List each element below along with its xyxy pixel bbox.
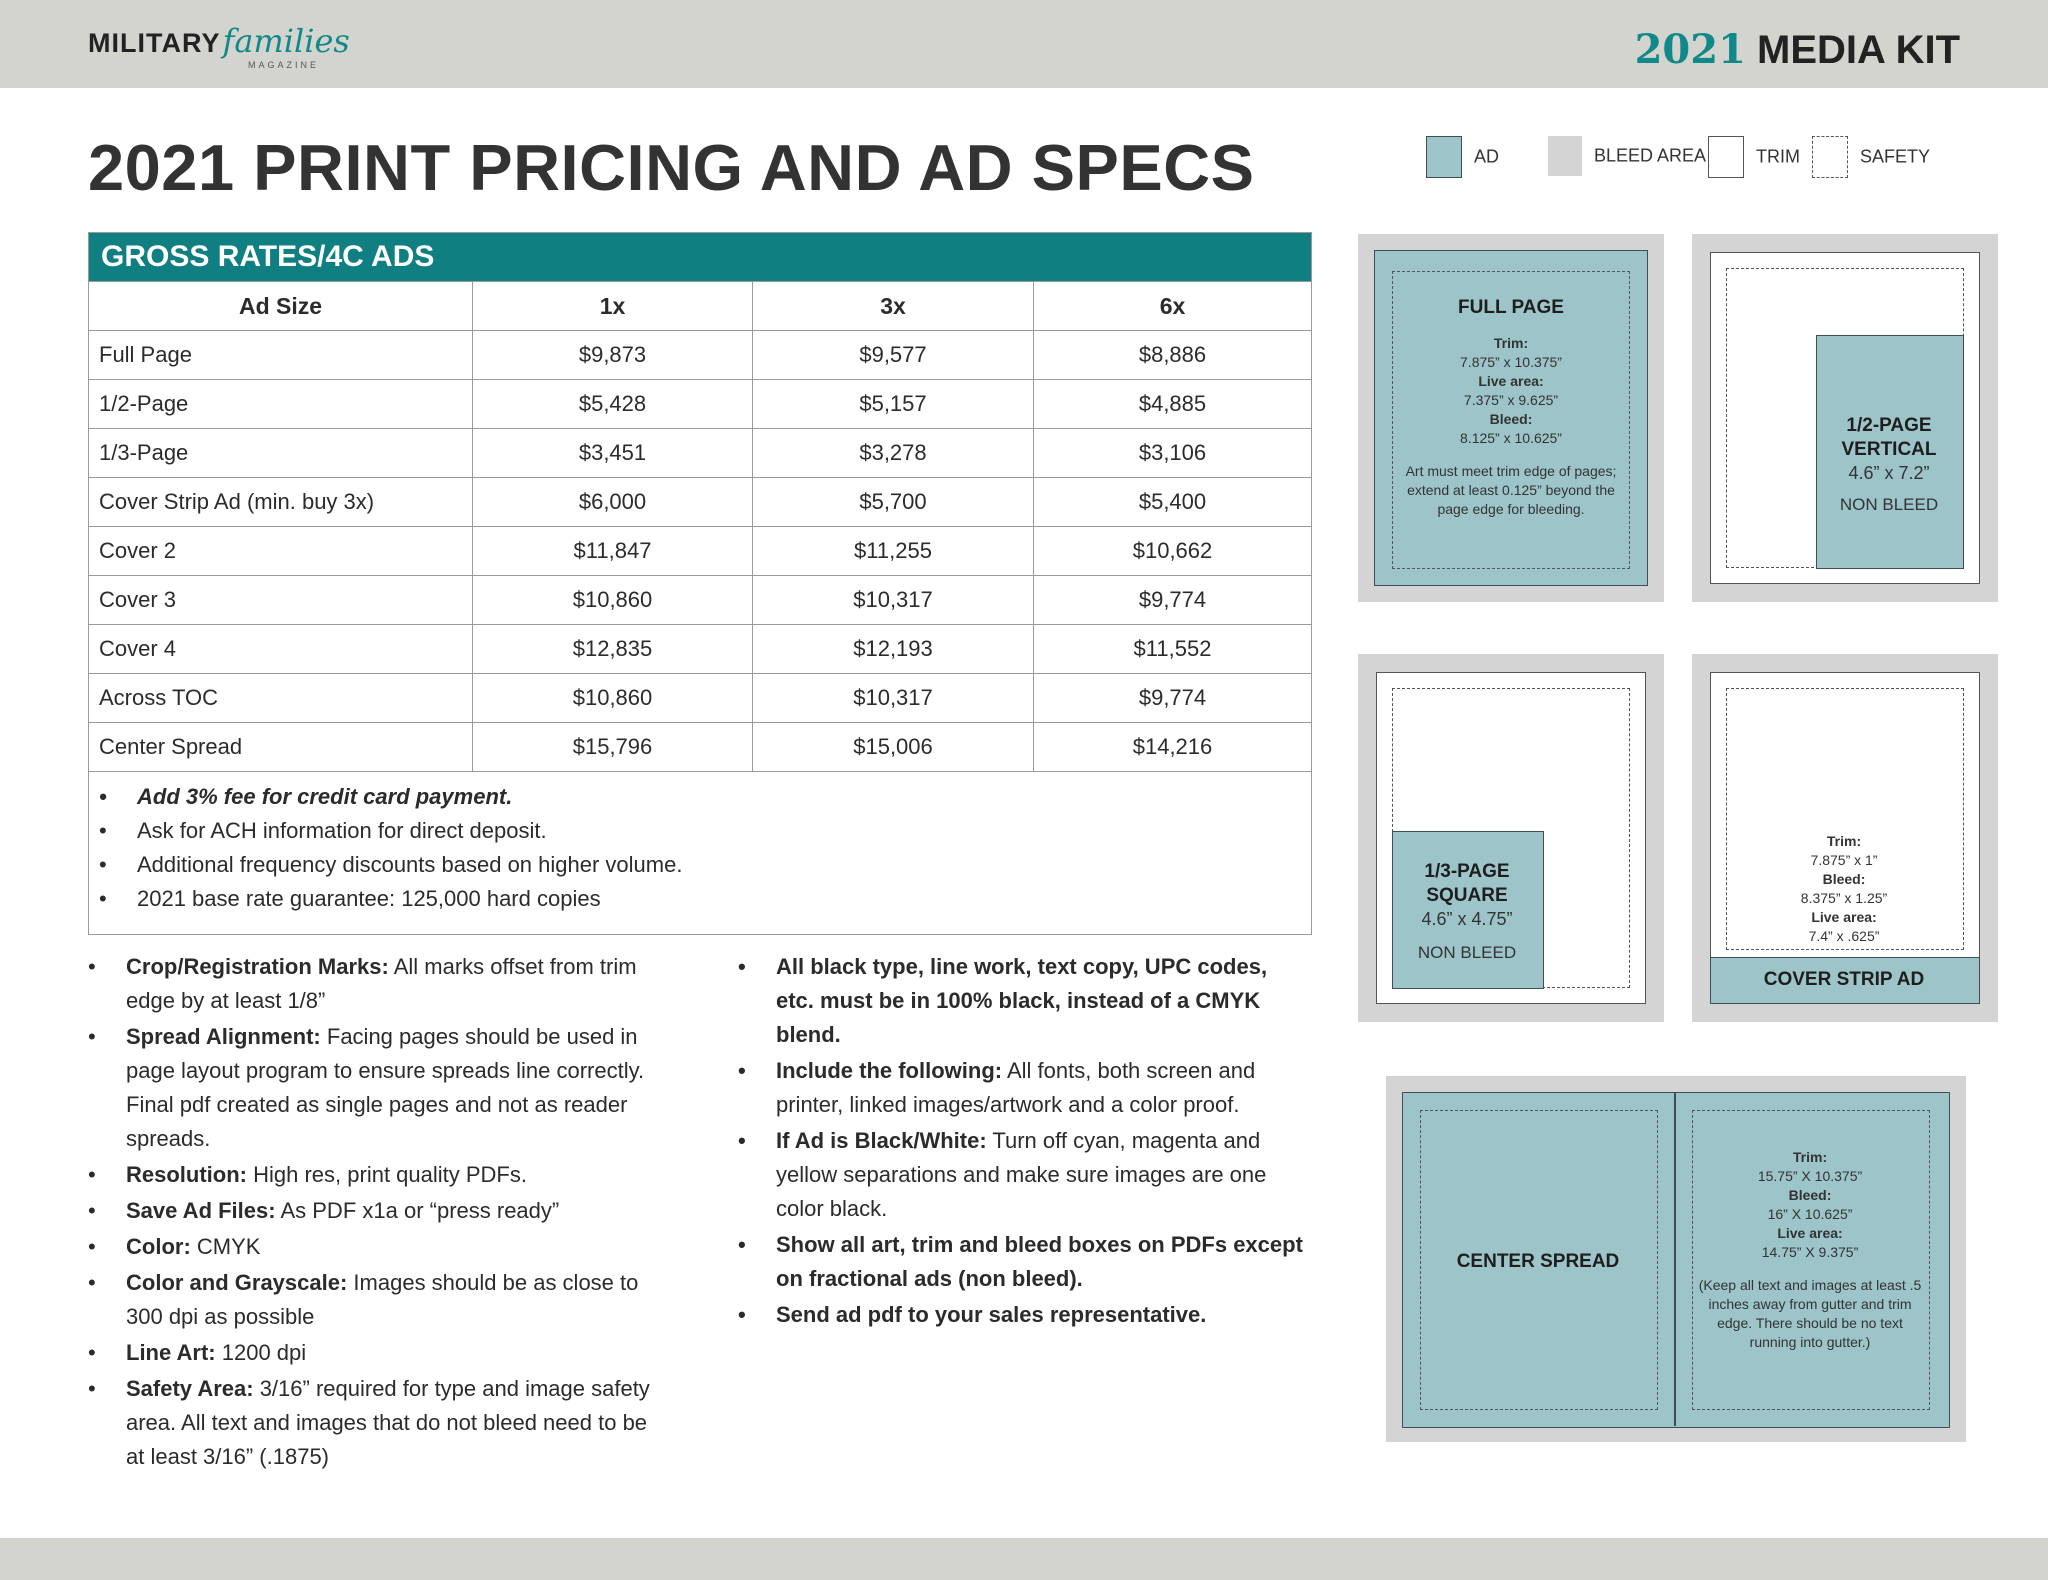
price-3x: $10,317 [753,674,1034,723]
legend-safety-label: SAFETY [1860,146,1931,167]
logo-families: families [222,22,350,60]
spec-item [88,950,668,1018]
price-3x: $12,193 [753,625,1034,674]
ad-size-cell: Across TOC [89,674,473,723]
cover-strip-live: 7.4” x .625” [1808,928,1880,944]
spec-text: All marks offset from trim edge by at least 1/8” [126,954,637,1013]
half-page-diagram [1692,234,1998,602]
legend-trim-label: TRIM [1756,146,1800,167]
specs-right-list [738,950,1310,1334]
spec-label: Color and Grayscale: [126,1270,348,1295]
half-page-title2: VERTICAL [1841,439,1937,460]
specs-left-list [88,950,668,1476]
ad-size-cell: Center Spread [89,723,473,772]
logo [88,22,350,70]
price-6x: $10,662 [1034,527,1312,576]
full-page-text [1398,296,1624,519]
price-3x: $5,157 [753,380,1034,429]
price-6x: $5,400 [1034,478,1312,527]
spec-item [738,950,1310,1052]
col-header-6x: 6x [1034,282,1312,331]
third-page-size: 4.6” x 4.75” [1421,909,1513,929]
center-spread-live: 14.75” X 9.375” [1761,1244,1859,1260]
spec-item [88,1230,668,1264]
price-3x: $9,577 [753,331,1034,380]
cover-strip-trim-label: Trim: [1826,833,1862,849]
rates-header-row [89,282,1311,331]
logo-military: MILITARY [88,28,221,58]
center-spread-diagram [1386,1076,1966,1442]
legend-ad [1426,136,1499,180]
spec-label: All black type, line work, text copy, UPC codes, etc. must be in 100% black, instead of a CMYK blend. [776,954,1268,1047]
trim-swatch [1708,136,1744,178]
cover-strip-diagram [1692,654,1998,1022]
third-page-type: NON BLEED [1417,943,1517,962]
price-3x: $11,255 [753,527,1034,576]
center-spread-title: CENTER SPREAD [1456,1251,1620,1272]
ad-size-cell: Cover 2 [89,527,473,576]
cover-strip-bleed-label: Bleed: [1822,871,1866,887]
price-3x: $5,700 [753,478,1034,527]
price-1x: $15,796 [473,723,753,772]
ad-size-cell: Cover 4 [89,625,473,674]
media-kit-year: 2021 [1634,26,1746,73]
spec-item [88,1266,668,1334]
rates-notes [89,772,1311,934]
price-1x: $9,873 [473,331,753,380]
full-page-live: 7.375” x 9.625” [1463,392,1559,408]
half-page-size: 4.6” x 7.2” [1848,463,1930,483]
spec-label: Include the following: [776,1058,1003,1083]
media-kit-label [1635,26,1960,73]
price-1x: $10,860 [473,674,753,723]
col-header-1x: 1x [473,282,753,331]
spec-text: All fonts, both screen and printer, linked images/artwork and a color proof. [776,1058,1256,1117]
spec-label: Send ad pdf to your sales representative. [776,1302,1207,1327]
half-page-type: NON BLEED [1839,495,1939,514]
center-spread-live-label: Live area: [1777,1225,1843,1241]
center-spread-trim: 15.75” X 10.375” [1757,1168,1863,1184]
footer-bar [0,1538,2048,1580]
full-page-bleed-label: Bleed: [1489,411,1533,427]
spec-text: 1200 dpi [215,1340,307,1365]
table-row [89,331,1311,380]
ad-swatch [1426,136,1462,178]
cover-strip-text [1726,832,1962,946]
cover-strip-title: COVER STRIP AD [1763,969,1925,990]
price-6x: $9,774 [1034,674,1312,723]
center-spread-note: (Keep all text and images at least .5 inches away from gutter and trim edge. There should be no text running into gutter.) [1698,1277,1922,1350]
full-page-note: Art must meet trim edge of pages; extend at least 0.125” beyond the page edge for bleeding. [1405,463,1617,517]
bleed-swatch [1548,136,1582,176]
spec-item [738,1298,1310,1332]
third-page-diagram [1358,654,1664,1022]
half-page-title1: 1/2-PAGE [1846,415,1932,436]
rates-heading: GROSS RATES/4C ADS [89,233,1311,281]
price-6x: $9,774 [1034,576,1312,625]
spec-item [88,1158,668,1192]
spec-text: Images should be as close to 300 dpi as possible [126,1270,639,1329]
price-6x: $14,216 [1034,723,1312,772]
spec-text: 3/16” required for type and image safety area. All text and images that do not bleed need to be at least 3/16” (.1875) [126,1376,650,1469]
ad-size-cell: 1/2-Page [89,380,473,429]
logo-magazine: MAGAZINE [248,60,320,70]
price-3x: $10,317 [753,576,1034,625]
spec-label: Line Art: [126,1340,216,1365]
legend-trim [1708,136,1800,180]
note-item: • Ask for ACH information for direct deposit. [89,814,1311,848]
spread-gutter [1674,1092,1676,1426]
price-6x: $8,886 [1034,331,1312,380]
legend-bleed-label: BLEED AREA [1594,145,1707,166]
rates-grid [89,281,1311,772]
col-header-ad-size: Ad Size [89,282,473,331]
spec-label: Show all art, trim and bleed boxes on PDFs except on fractional ads (non bleed). [776,1232,1303,1291]
table-row [89,723,1311,772]
table-row [89,478,1311,527]
center-spread-bleed-label: Bleed: [1788,1187,1832,1203]
half-page-text [1816,414,1962,514]
ad-size-cell: Cover Strip Ad (min. buy 3x) [89,478,473,527]
spec-label: Safety Area: [126,1376,254,1401]
price-6x: $4,885 [1034,380,1312,429]
price-3x: $15,006 [753,723,1034,772]
spec-label: Spread Alignment: [126,1024,321,1049]
rates-table [88,232,1312,935]
spec-item [738,1054,1310,1122]
spec-item [88,1336,668,1370]
center-spread-bleed: 16” X 10.625” [1767,1206,1853,1222]
media-kit-text: MEDIA KIT [1757,28,1960,72]
spec-text: As PDF x1a or “press ready” [275,1198,560,1223]
price-1x: $11,847 [473,527,753,576]
price-6x: $11,552 [1034,625,1312,674]
third-page-title2: SQUARE [1426,885,1508,906]
center-spread-trim-label: Trim: [1792,1149,1828,1165]
cover-strip-live-label: Live area: [1811,909,1877,925]
spec-item [88,1020,668,1156]
note-item: • Add 3% fee for credit card payment. [89,780,1311,814]
spec-label: Resolution: [126,1162,247,1187]
price-1x: $3,451 [473,429,753,478]
legend-ad-label: AD [1474,146,1500,167]
spec-item [738,1124,1310,1226]
third-page-text [1392,860,1542,962]
price-1x: $12,835 [473,625,753,674]
spec-label: Color: [126,1234,191,1259]
price-1x: $5,428 [473,380,753,429]
center-spread-text [1694,1148,1926,1352]
full-page-trim-label: Trim: [1493,335,1529,351]
table-row [89,380,1311,429]
ad-size-cell: Full Page [89,331,473,380]
third-page-title1: 1/3-PAGE [1424,861,1510,882]
full-page-diagram [1358,234,1664,602]
cover-strip-trim: 7.875” x 1” [1810,852,1878,868]
spec-text: Turn off cyan, magenta and yellow separations and make sure images are one color black. [776,1128,1267,1221]
table-row [89,429,1311,478]
note-item: • Additional frequency discounts based on higher volume. [89,848,1311,882]
spec-item [738,1228,1310,1296]
note-item: • 2021 base rate guarantee: 125,000 hard copies [89,882,1311,916]
price-1x: $10,860 [473,576,753,625]
full-page-live-label: Live area: [1478,373,1544,389]
ad-size-cell: Cover 3 [89,576,473,625]
spec-text: High res, print quality PDFs. [247,1162,527,1187]
spec-text: CMYK [190,1234,261,1259]
full-page-bleed: 8.125” x 10.625” [1460,430,1562,446]
table-row [89,527,1311,576]
spec-label: If Ad is Black/White: [776,1128,987,1153]
full-page-trim: 7.875” x 10.375” [1460,354,1562,370]
spec-label: Save Ad Files: [126,1198,276,1223]
ad-size-cell: 1/3-Page [89,429,473,478]
full-page-title: FULL PAGE [1458,297,1564,318]
price-6x: $3,106 [1034,429,1312,478]
table-row [89,576,1311,625]
price-3x: $3,278 [753,429,1034,478]
legend-bleed [1548,136,1706,180]
spec-label: Crop/Registration Marks: [126,954,389,979]
col-header-3x: 3x [753,282,1034,331]
spec-item [88,1194,668,1228]
table-row [89,625,1311,674]
spec-text: Facing pages should be used in page layout program to ensure spreads line correctly. Final pdf created as single pages and not as reader spreads. [126,1024,645,1151]
legend-safety [1812,136,1930,180]
safety-swatch [1812,136,1848,178]
page-title: 2021 PRINT PRICING AND AD SPECS [88,131,1255,204]
price-1x: $6,000 [473,478,753,527]
spec-item [88,1372,668,1474]
table-row [89,674,1311,723]
cover-strip-bleed: 8.375” x 1.25” [1800,890,1888,906]
